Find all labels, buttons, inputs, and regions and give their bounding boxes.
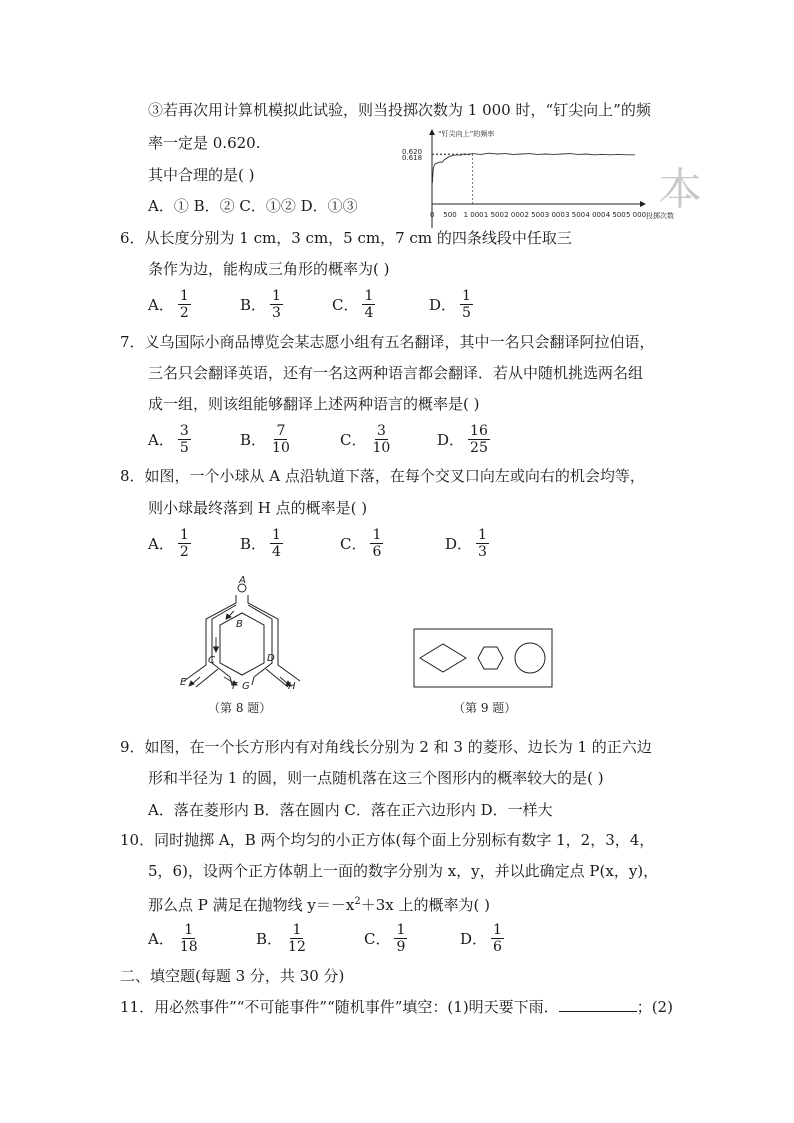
q7-line-3: 成一组，则该组能够翻译上述两种语言的概率是( ) — [148, 395, 480, 413]
hexagon-shape — [478, 647, 503, 669]
track-bottom-right — [266, 669, 288, 687]
q8-option-b: B． $\frac{1}{4}$ — [240, 526, 281, 560]
y-axis-label: “钉尖向上”的频率 — [438, 130, 495, 138]
figure-9-caption: （第 9 题） — [453, 701, 517, 715]
figure-8-track-diagram — [176, 577, 308, 695]
circle-shape — [515, 643, 545, 673]
q8-option-c: C． $\frac{1}{6}$ — [340, 526, 382, 560]
y-tick-label-1: 0.618 — [402, 153, 423, 162]
q10-option-c: C． $\frac{1}{9}$ — [364, 921, 406, 955]
q11-line: 11．用必然事件”“不可能事件”“随机事件”填空：(1)明天要下雨． ；(2) — [120, 998, 673, 1016]
q6-option-d: D． $\frac{1}{5}$ — [429, 287, 471, 321]
q10-option-b: B． $\frac{1}{12}$ — [256, 921, 306, 955]
label-e: E — [180, 677, 187, 688]
q8-line-2: 则小球最终落到 H 点的概率是( ) — [148, 499, 368, 517]
label-b: B — [236, 619, 243, 630]
figure-9-shapes-diagram — [410, 625, 556, 691]
watermark-glyph: 本 — [658, 164, 702, 215]
x-tick-label-7: 3 500 — [565, 211, 586, 219]
q7-option-a: A． $\frac{3}{5}$ — [148, 422, 189, 456]
q6-line-1: 6．从长度分别为 1 cm，3 cm，5 cm，7 cm 的四条线段中任取三 — [120, 229, 572, 247]
q8-option-d: D． $\frac{1}{3}$ — [445, 526, 487, 560]
q7-line-2: 三名只会翻译英语，还有一名这两种语言都会翻译．若从中随机挑选两名组 — [148, 364, 644, 382]
q9-line-2: 形和半径为 1 的圆，则一点随机落在这三个图形内的概率较大的是( ) — [148, 769, 604, 787]
x-tick-label-2: 1 000 — [463, 211, 484, 219]
q9-options: A．落在菱形内 B．落在圆内 C．落在正六边形内 D．一样大 — [148, 801, 553, 819]
q6-option-b: B． $\frac{1}{3}$ — [240, 287, 281, 321]
x-tick-label-1: 500 — [443, 211, 457, 219]
label-h: H — [288, 681, 296, 692]
x-axis-arrow — [640, 201, 646, 207]
x-tick-label-6: 3 000 — [544, 211, 565, 219]
q6-option-c: C． $\frac{1}{4}$ — [332, 287, 374, 321]
x-tick-label-4: 2 000 — [504, 211, 525, 219]
q5-line-2: 率一定是 0.620. — [148, 134, 261, 152]
label-f: F — [232, 681, 238, 692]
q7-line-1: 7．义乌国际小商品博览会某志愿小组有五名翻译，其中一名只会翻译阿拉伯语， — [120, 333, 655, 351]
x-axis-label: 投掷次数 — [646, 212, 674, 220]
label-a: A — [239, 575, 246, 586]
label-g: G — [242, 681, 250, 692]
frequency-chart — [400, 126, 702, 236]
q10-line-3: 那么点 P 满足在抛物线 $y=-x^2+3x$ 上的概率为( ) — [148, 896, 490, 914]
q10-line-1: 10．同时抛掷 A，B 两个均匀的小正方体(每个面上分别标有数字 1，2，3，4， — [120, 831, 655, 849]
x-tick-label-5: 2 500 — [524, 211, 545, 219]
section-2-title: 二、填空题(每题 3 分，共 30 分) — [120, 967, 345, 985]
q10-option-d: D． $\frac{1}{6}$ — [460, 921, 502, 955]
y-axis-arrow — [429, 129, 435, 135]
q8-option-a: A． $\frac{1}{2}$ — [148, 526, 189, 560]
q6-option-a: A． $\frac{1}{2}$ — [148, 287, 189, 321]
q7-option-b: B． $\frac{7}{10}$ — [240, 422, 290, 456]
x-tick-label-8: 4 000 — [585, 211, 606, 219]
q10-option-a: A． $\frac{1}{18}$ — [148, 921, 198, 955]
q5-line-1: ③若再次用计算机模拟此试验，则当投掷次数为 1 000 时，“钉尖向上”的频 — [148, 101, 651, 119]
track-outer-right — [248, 595, 300, 681]
x-tick-label-3: 1 500 — [483, 211, 504, 219]
y-tick-label-0: 0.620 — [402, 148, 423, 156]
q5-options: A．① B．② C．①② D．①③ — [148, 197, 358, 215]
q5-line-3: 其中合理的是( ) — [148, 166, 255, 184]
q6-line-2: 条作为边，能构成三角形的概率为( ) — [148, 260, 390, 278]
frequency-series-line — [432, 153, 635, 183]
q7-option-d: D． $\frac{16}{25}$ — [437, 422, 488, 456]
q11-answer-blank[interactable] — [559, 997, 637, 1012]
figure-8-caption: （第 8 题） — [208, 701, 272, 715]
q9-line-1: 9．如图，在一个长方形内有对角线长分别为 2 和 3 的菱形、边长为 1 的正六边 — [120, 738, 652, 756]
track-inner-right — [248, 605, 272, 685]
label-c: C — [208, 655, 215, 666]
q10-line-2: 5，6)，设两个正方体朝上一面的数字分别为 x，y，并以此确定点 P(x，y)， — [148, 862, 659, 880]
label-d: D — [267, 653, 275, 664]
x-tick-label-9: 4 500 — [605, 211, 626, 219]
q8-line-1: 8．如图，一个小球从 A 点沿轨道下落，在每个交叉口向左或向右的机会均等， — [120, 467, 645, 485]
track-outer-left — [184, 595, 236, 681]
q7-option-c: C． $\frac{3}{10}$ — [340, 422, 391, 456]
outer-rectangle — [414, 629, 552, 687]
x-tick-label-10: 5 000 — [626, 211, 647, 219]
rhombus-shape — [420, 644, 466, 672]
x-tick-label-0: 0 — [430, 211, 435, 219]
